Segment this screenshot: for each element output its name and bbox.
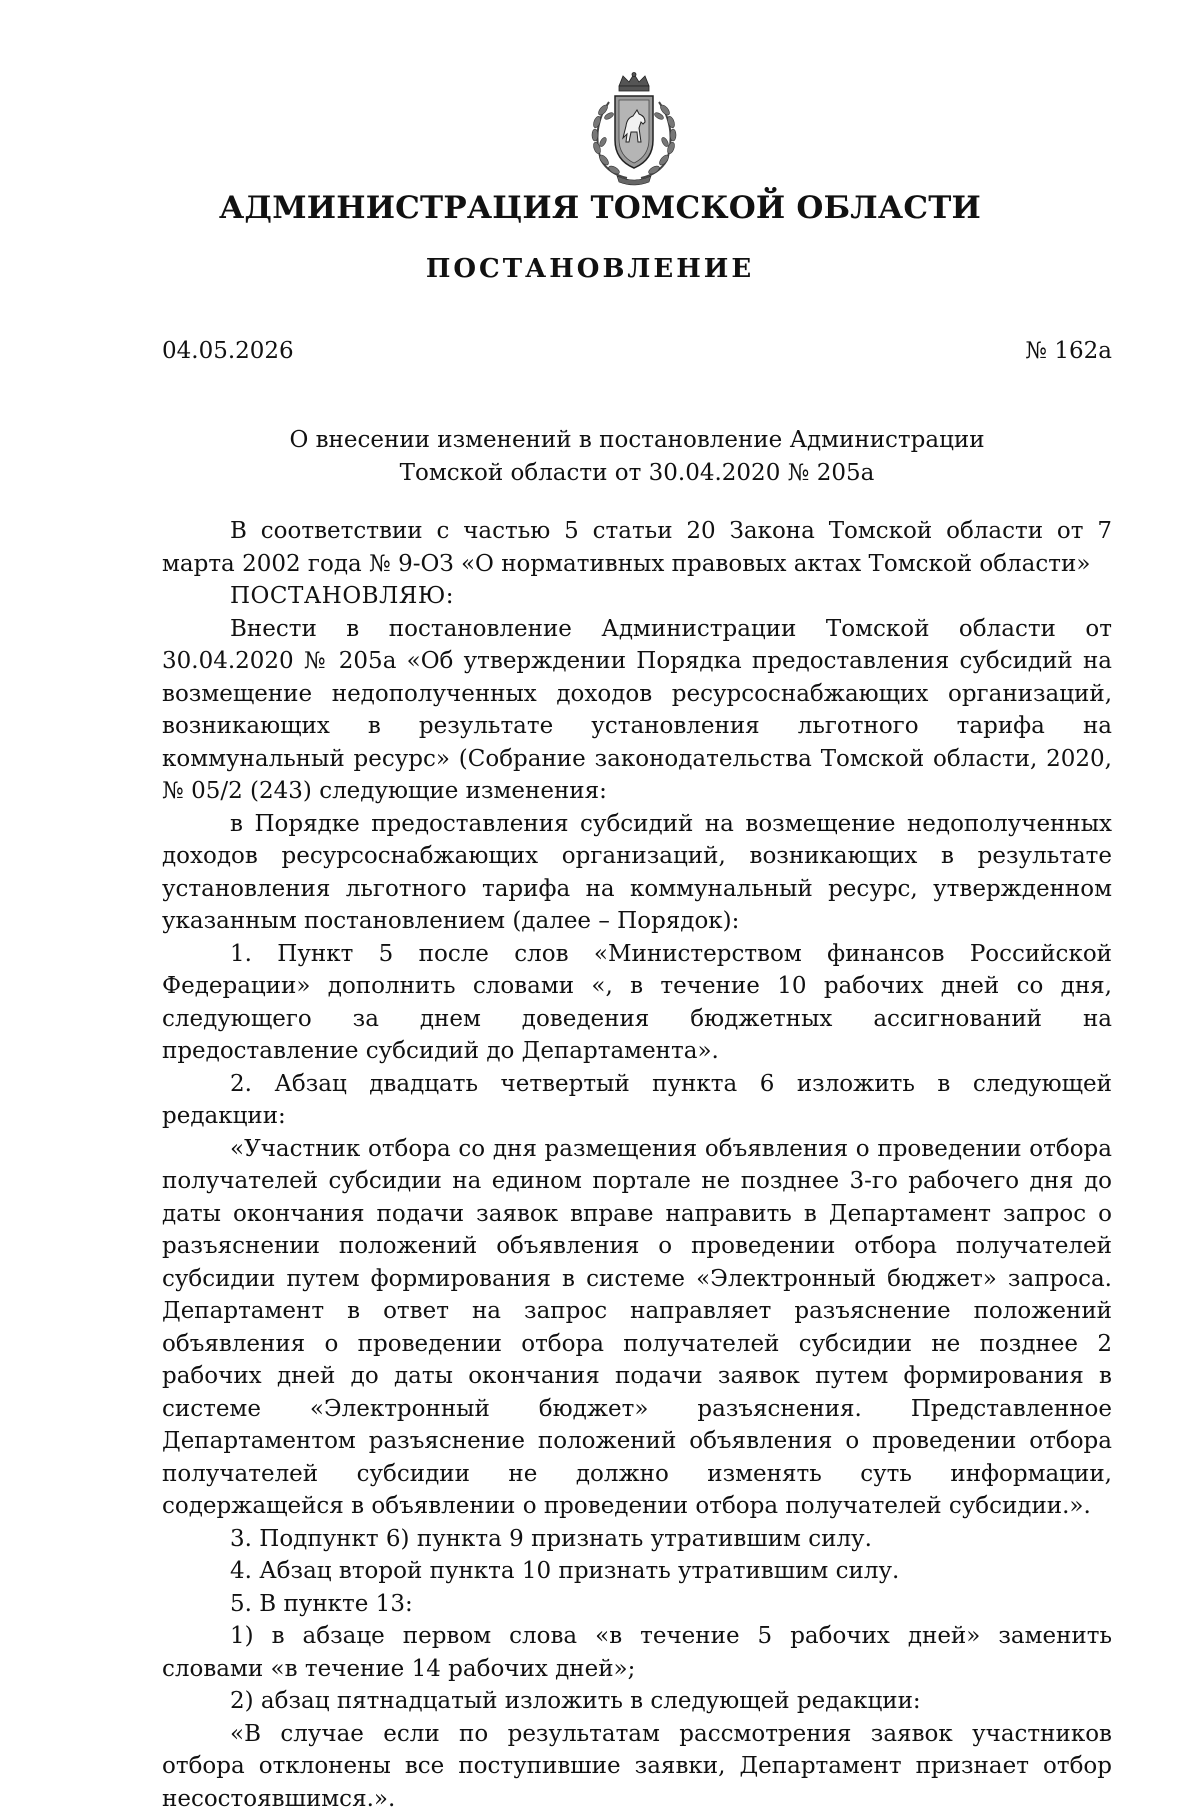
organization-title: АДМИНИСТРАЦИЯ ТОМСКОЙ ОБЛАСТИ (0, 190, 1200, 226)
paragraph-item-2-text: «Участник отбора со дня размещения объявления о проведении отбора получателей субсидии на едином портале не позднее 3-го рабочего дня до даты окончания подачи заявок вправе направить в Департамент запрос о разъяснении положений объявления о проведении отбора получателей субсидии путем формирования в системе «Электронный бюджет» запроса. Департамент в ответ на запрос направляет разъяснение положений объявления о проведении отбора получателей субсидии не позднее 2 рабочих дней до даты окончания подачи заявок путем формирования в системе «Электронный бюджет» разъяснения. Представленное Департаментом разъяснение положений объявления о проведении отбора получателей субсидии не должно изменять суть информации, содержащейся в объявлении о проведении отбора получателей субсидии.». (162, 1133, 1112, 1523)
document-number: № 162а (1025, 338, 1112, 364)
paragraph-preamble: В соответствии с частью 5 статьи 20 Закона Томской области от 7 марта 2002 года № 9-ОЗ «О нормативных правовых актах Томской области» (162, 515, 1112, 580)
document-type: ПОСТАНОВЛЕНИЕ (0, 254, 1180, 284)
paragraph-item-4: 4. Абзац второй пункта 10 признать утратившим силу. (162, 1555, 1112, 1588)
document-subject (162, 424, 1112, 490)
paragraph-item-5-2-text: «В случае если по результатам рассмотрения заявок участников отбора отклонены все поступившие заявки, Департамент признает отбор несостоявшимся.». (162, 1718, 1112, 1815)
subject-line-2: Томской области от 30.04.2020 № 205а (162, 457, 1112, 490)
paragraph-item-2: 2. Абзац двадцать четвертый пункта 6 изложить в следующей редакции: (162, 1068, 1112, 1133)
subject-line-1: О внесении изменений в постановление Администрации (162, 424, 1112, 457)
coat-of-arms-icon (579, 72, 689, 188)
paragraph-amend-intro: Внести в постановление Администрации Томской области от 30.04.2020 № 205а «Об утверждении Порядка предоставления субсидий на возмещение недополученных доходов ресурсоснабжающих организаций, возникающих в результате установления льготного тарифа на коммунальный ресурс» (Собрание законодательства Томской области, 2020, № 05/2 (243) следующие изменения: (162, 613, 1112, 808)
paragraph-decree: ПОСТАНОВЛЯЮ: (162, 580, 1112, 613)
document-body (162, 515, 1112, 1815)
paragraph-item-1: 1. Пункт 5 после слов «Министерством финансов Российской Федерации» дополнить словами «, в течение 10 рабочих дней со дня, следующего за днем доведения бюджетных ассигнований на предоставление субсидий до Департамента». (162, 938, 1112, 1068)
paragraph-item-5: 5. В пункте 13: (162, 1588, 1112, 1621)
document-date: 04.05.2026 (162, 338, 294, 364)
paragraph-procedure: в Порядке предоставления субсидий на возмещение недополученных доходов ресурсоснабжающих организаций, возникающих в результате установления льготного тарифа на коммунальный ресурс, утвержденном указанным постановлением (далее – Порядок): (162, 808, 1112, 938)
paragraph-item-3: 3. Подпункт 6) пункта 9 признать утратившим силу. (162, 1523, 1112, 1556)
paragraph-item-5-1: 1) в абзаце первом слова «в течение 5 рабочих дней» заменить словами «в течение 14 рабочих дней»; (162, 1620, 1112, 1685)
date-number-line (162, 338, 1112, 364)
paragraph-item-5-2: 2) абзац пятнадцатый изложить в следующей редакции: (162, 1685, 1112, 1718)
